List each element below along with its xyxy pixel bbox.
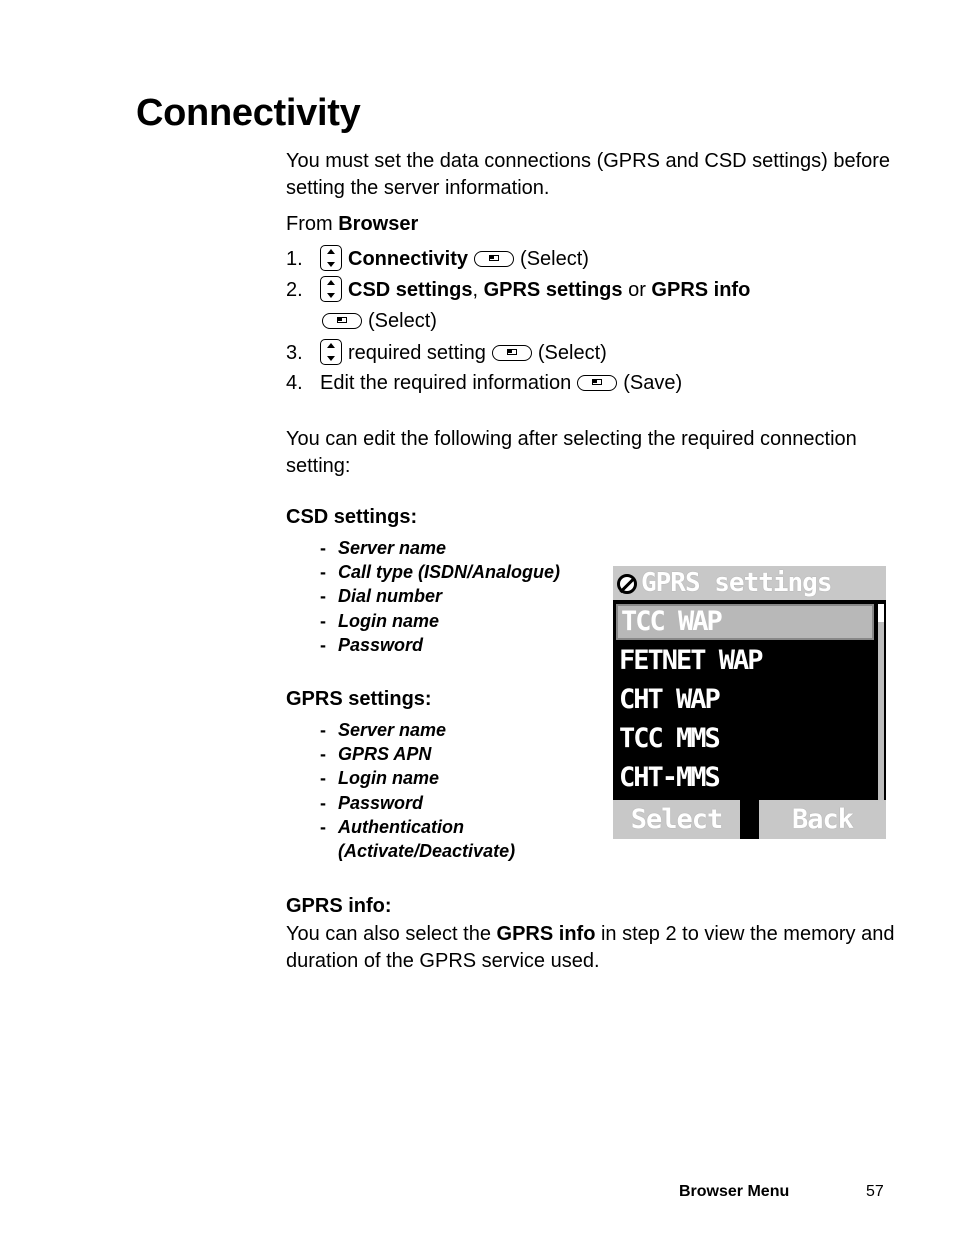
select-softkey[interactable]: Select — [613, 800, 740, 839]
step-2 — [286, 276, 750, 303]
step-3 — [286, 339, 607, 366]
list-item: - Login name — [320, 610, 440, 631]
phone-menu-item[interactable]: FETNET WAP — [619, 645, 762, 676]
list-item: - Login name — [320, 768, 440, 789]
from-line — [286, 211, 896, 238]
edit-note: You can edit the following after selecting the required connection setting: — [286, 428, 857, 477]
step-1 — [286, 245, 589, 272]
list-item: - Server name — [320, 720, 447, 740]
gprs-info-paragraph: You can also select the GPRS info in step 2 to view the memory and duration of the GPRS service used. — [286, 923, 895, 972]
gprs-heading: GPRS settings: — [286, 688, 432, 710]
phone-menu-item-selected[interactable]: TCC WAP — [616, 604, 874, 640]
footer-section-name: Browser Menu — [679, 1183, 790, 1200]
list-item: - Dial number — [320, 586, 443, 607]
from-prefix: From — [286, 213, 339, 235]
step-4-text: Edit the required information — [320, 372, 572, 394]
phone-menu-item[interactable]: CHT WAP — [619, 684, 719, 715]
step-1-action: (Select) — [520, 248, 589, 270]
from-menu: Browser — [338, 213, 419, 235]
step-number: 4. — [286, 372, 303, 394]
phone-scrollbar[interactable] — [878, 604, 884, 800]
step-4-action: (Save) — [623, 372, 683, 394]
list-item-continuation: (Activate/Deactivate) — [338, 841, 516, 862]
step-2-action: (Select) — [368, 310, 437, 332]
page-title: Connectivity — [136, 92, 361, 134]
csd-list — [320, 536, 560, 657]
list-item: - Server name — [320, 538, 447, 558]
intro-paragraph: You must set the data connections (GPRS and CSD settings) before setting the server information. — [286, 150, 891, 199]
csd-heading: CSD settings: — [286, 506, 418, 528]
navigation-key-icon — [320, 339, 342, 365]
softkey-icon — [577, 375, 617, 391]
page-number: 57 — [866, 1183, 884, 1200]
phone-menu-item[interactable]: TCC MMS — [619, 723, 719, 754]
step-1-target: Connectivity — [348, 248, 469, 270]
step-2-option-gprs-settings: GPRS settings — [483, 279, 623, 301]
phone-scrollbar-thumb[interactable] — [878, 604, 884, 622]
list-item: - Call type (ISDN/Analogue) — [320, 562, 561, 583]
step-3-text: required setting — [348, 342, 486, 364]
list-item: - Password — [320, 792, 424, 813]
list-item: - Password — [320, 634, 424, 655]
list-item: - GPRS APN — [320, 744, 432, 765]
settings-icon — [617, 574, 637, 594]
navigation-key-icon — [320, 245, 342, 271]
softkey-icon — [322, 313, 362, 329]
step-4 — [286, 370, 682, 396]
step-2-option-gprs-info: GPRS info — [651, 279, 751, 301]
step-2-continuation — [320, 308, 437, 334]
softkey-icon — [492, 345, 532, 361]
step-2-or: or — [622, 279, 652, 301]
step-2-option-csd: CSD settings — [348, 279, 473, 301]
step-number: 3. — [286, 342, 303, 364]
step-number: 1. — [286, 248, 303, 270]
gprs-list — [320, 718, 515, 863]
step-3-action: (Select) — [537, 342, 607, 364]
softkey-icon — [474, 251, 514, 267]
phone-screen-header — [613, 566, 886, 600]
step-2-separator: , — [472, 279, 484, 301]
back-softkey[interactable]: Back — [759, 800, 886, 839]
navigation-key-icon — [320, 276, 342, 302]
phone-menu-item[interactable]: CHT-MMS — [619, 762, 719, 793]
phone-screen-illustration — [613, 566, 886, 839]
phone-screen-title: GPRS settings — [641, 568, 832, 598]
step-number: 2. — [286, 279, 303, 301]
gprs-info-heading: GPRS info: — [286, 895, 392, 917]
list-item: - Authentication — [320, 816, 464, 837]
